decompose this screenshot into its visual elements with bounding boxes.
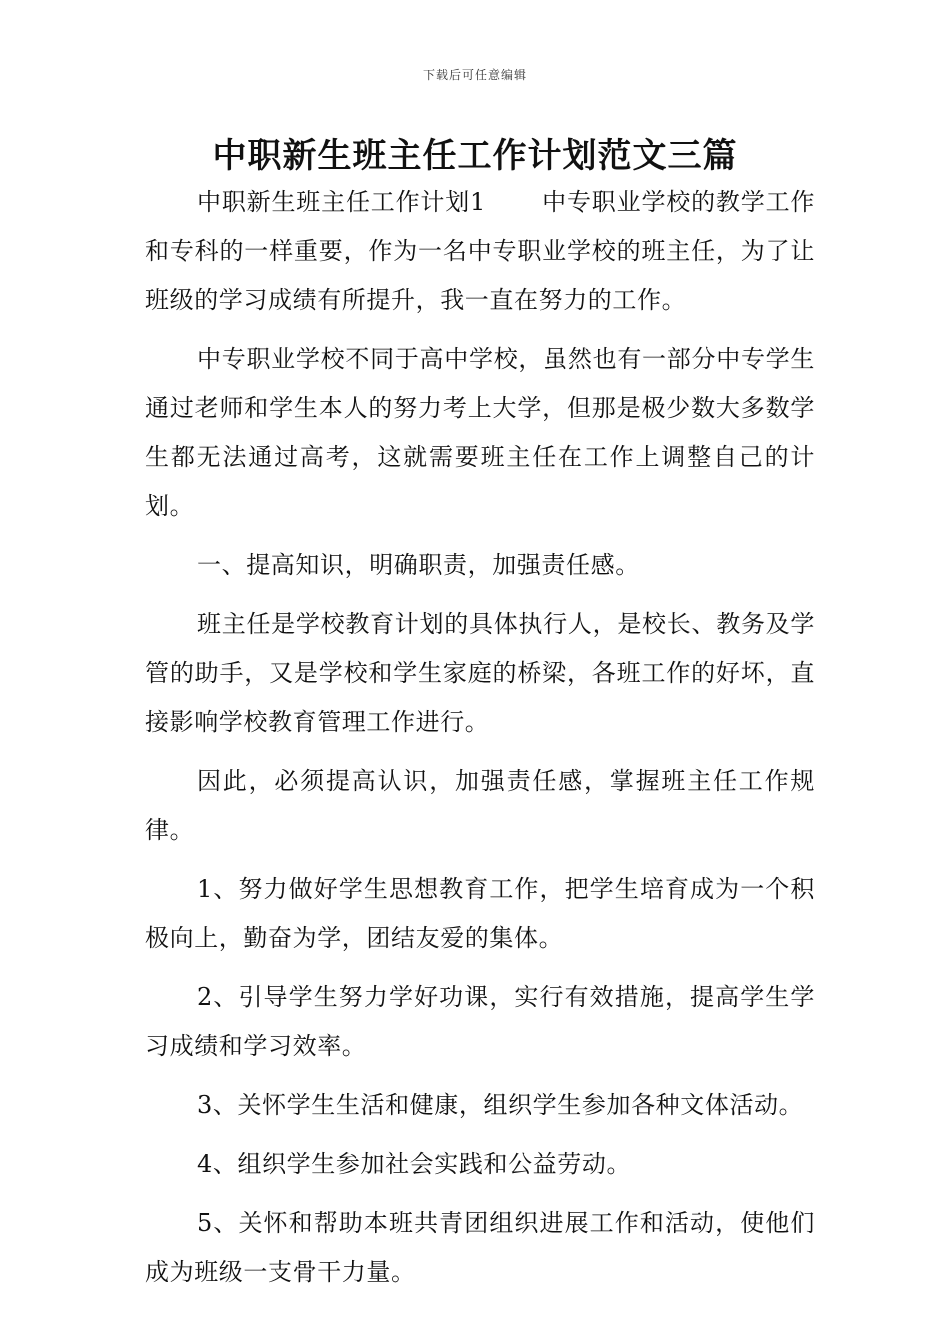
section-heading: 中职新生班主任工作计划1	[197, 188, 486, 216]
paragraph: 班主任是学校教育计划的具体执行人，是校长、教务及学管的助手，又是学校和学生家庭的桥梁，各班工作的好坏，直接影响学校教育管理工作进行。	[145, 610, 815, 736]
list-item: 5、关怀和帮助本班共青团组织进展工作和活动，使他们成为班级一支骨干力量。	[145, 1209, 815, 1286]
document-title: 中职新生班主任工作计划范文三篇	[212, 136, 738, 176]
header-note: 下载后可任意编辑	[422, 68, 527, 82]
paragraph-intro	[145, 178, 815, 325]
list-item: 1、努力做好学生思想教育工作，把学生培育成为一个积极向上，勤奋为学，团结友爱的集体。	[145, 875, 815, 952]
list-item: 4、组织学生参加社会实践和公益劳动。	[197, 1150, 632, 1178]
paragraph: 中专职业学校不同于高中学校，虽然也有一部分中专学生通过老师和学生本人的努力考上大学，但那是极少数大多数学生都无法通过高考，这就需要班主任在工作上调整自己的计划。	[145, 345, 815, 520]
paragraph-intro-text: 中专职业学校的教学工作和专科的一样重要，作为一名中专职业学校的班主任，为了让班级的学习成绩有所提升，我一直在努力的工作。	[145, 188, 815, 314]
document-body	[145, 178, 815, 1307]
list-item: 2、引导学生努力学好功课，实行有效措施，提高学生学习成绩和学习效率。	[145, 983, 815, 1060]
paragraph: 因此，必须提高认识，加强责任感，掌握班主任工作规律。	[145, 767, 815, 844]
list-item: 3、关怀学生生活和健康，组织学生参加各种文体活动。	[197, 1091, 804, 1119]
paragraph-heading-1: 一、提高知识，明确职责，加强责任感。	[197, 551, 640, 579]
